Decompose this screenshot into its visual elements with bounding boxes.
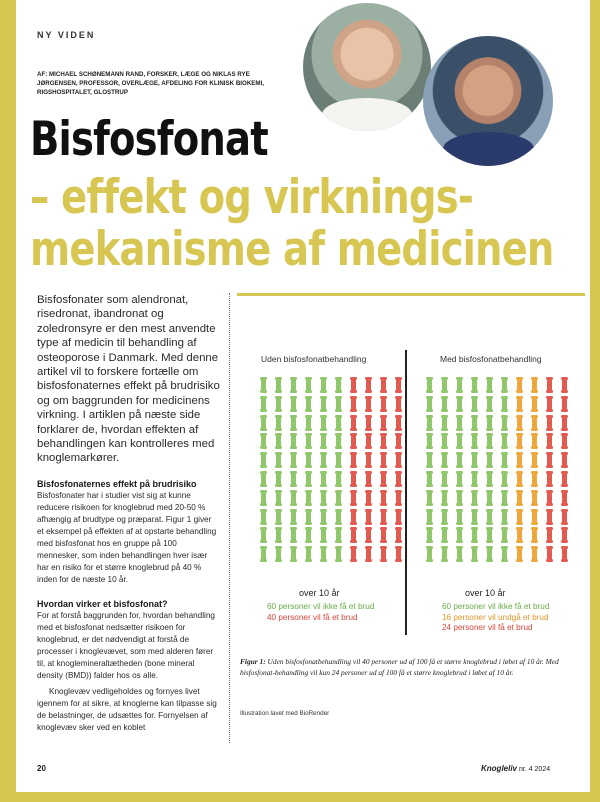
bone-icon-orange: [532, 528, 537, 542]
bone-icon-red: [562, 491, 567, 505]
section-text-mechanism-cont: Knoglevæv vedligeholdes og fornyes livet igennem for at sikre, at knoglerne kan tilpasse sig de belastninger, de udsættes for. Fornyelsen af knoglevæv sker ved en koblet: [37, 686, 217, 732]
bone-icon-green: [487, 416, 492, 430]
legend-with: [442, 602, 549, 634]
bone-icon-orange: [517, 416, 522, 430]
bone-icon-green: [261, 434, 266, 448]
bone-icon-red: [396, 416, 401, 430]
bone-icon-green: [276, 547, 281, 561]
left-accent-border: [0, 0, 16, 802]
bone-icon-green: [306, 434, 311, 448]
bone-icon-green: [502, 547, 507, 561]
bone-icon-green: [472, 528, 477, 542]
bone-icon-green: [336, 434, 341, 448]
bone-icon-green: [336, 453, 341, 467]
bone-icon-green: [321, 434, 326, 448]
bone-icon-green: [336, 491, 341, 505]
bone-icon-green: [457, 453, 462, 467]
bone-icon-green: [487, 434, 492, 448]
bone-icon-red: [351, 416, 356, 430]
bone-icon-green: [502, 510, 507, 524]
bone-icon-red: [547, 434, 552, 448]
bone-icon-red: [547, 510, 552, 524]
bone-icon-red: [562, 434, 567, 448]
bone-icon-green: [291, 472, 296, 486]
bone-icon-green: [472, 397, 477, 411]
bone-icon-green: [291, 453, 296, 467]
bone-icon-red: [547, 472, 552, 486]
intro-paragraph: Bisfosfonater som alendronat, risedronat, ibandronat og zoledronsyre er den mest anvendte type af medicin til behandling af osteoporose i Danmark. Med denne artikel vil to forskere fortælle om bisfosfonaternes effekt på brudrisiko og om baggrunden for medicinens virkning. I artiklen på næste side forklarer de, hvordan effekten af behandlingen kan kontrolleres med knoglemarkører.: [37, 294, 220, 465]
bone-icon-orange: [517, 472, 522, 486]
bone-icon-green: [457, 378, 462, 392]
bone-icon-green: [487, 472, 492, 486]
bone-icon-green: [472, 378, 477, 392]
bone-icon-green: [321, 491, 326, 505]
bone-icon-green: [261, 453, 266, 467]
bone-icon-green: [457, 528, 462, 542]
magazine-issue: nr. 4 2024: [518, 766, 551, 773]
bone-icon-red: [396, 491, 401, 505]
bone-icon-orange: [532, 472, 537, 486]
bone-icon-orange: [517, 547, 522, 561]
bone-icon-orange: [532, 510, 537, 524]
bone-icon-green: [321, 472, 326, 486]
section-text-mechanism: For at forstå baggrunden for, hvordan behandling med et bisfosfonat nedsætter risikoen for knoglebrud, er det nødvendigt at forstå de processer i knoglevævet, som med alderen fører til, at knoglemineraltætheden (bone mineral density (BMD)) falder hos os alle.: [37, 610, 215, 680]
bone-icon-green: [427, 528, 432, 542]
bone-icon-orange: [532, 378, 537, 392]
bone-icon-orange: [532, 547, 537, 561]
bone-icon-red: [562, 416, 567, 430]
bone-icon-green: [306, 491, 311, 505]
bone-icon-green: [291, 528, 296, 542]
bone-icon-green: [502, 434, 507, 448]
bone-icon-orange: [532, 491, 537, 505]
bone-icon-green: [306, 472, 311, 486]
bone-icon-green: [472, 453, 477, 467]
bone-icon-green: [276, 416, 281, 430]
period-label-with: over 10 år: [465, 588, 506, 598]
bone-icon-green: [306, 510, 311, 524]
bone-icon-green: [427, 510, 432, 524]
bone-icon-green: [457, 416, 462, 430]
bone-icon-red: [366, 510, 371, 524]
bone-icon-orange: [532, 434, 537, 448]
panel-title-without: Uden bisfosfonatbehandling: [261, 354, 367, 364]
bone-icon-red: [396, 397, 401, 411]
bone-icon-red: [381, 453, 386, 467]
bone-icon-red: [366, 547, 371, 561]
bone-icon-green: [261, 378, 266, 392]
bone-icon-green: [276, 491, 281, 505]
bone-icon-green: [306, 453, 311, 467]
bone-icon-green: [261, 416, 266, 430]
bone-icon-green: [427, 416, 432, 430]
bone-icon-green: [306, 547, 311, 561]
bone-icon-red: [381, 547, 386, 561]
section-label: NY VIDEN: [37, 30, 96, 40]
bone-icon-green: [261, 547, 266, 561]
bone-icon-green: [487, 453, 492, 467]
bone-icon-red: [562, 472, 567, 486]
bone-icon-red: [396, 528, 401, 542]
bone-icon-green: [291, 491, 296, 505]
bone-icon-green: [291, 547, 296, 561]
bone-icon-red: [396, 472, 401, 486]
bone-icon-red: [351, 434, 356, 448]
bone-icon-green: [321, 453, 326, 467]
bone-icon-green: [457, 547, 462, 561]
bone-icon-green: [306, 378, 311, 392]
bone-icon-green: [442, 472, 447, 486]
bone-icon-green: [502, 491, 507, 505]
bone-icon-green: [487, 491, 492, 505]
bone-icon-green: [487, 528, 492, 542]
bone-icon-green: [427, 434, 432, 448]
bone-icon-red: [562, 510, 567, 524]
bone-icon-green: [336, 472, 341, 486]
bone-icon-green: [276, 453, 281, 467]
bone-icon-green: [427, 453, 432, 467]
bone-icon-green: [442, 547, 447, 561]
bone-icon-green: [502, 397, 507, 411]
bone-icon-red: [381, 510, 386, 524]
bone-icon-red: [396, 453, 401, 467]
bone-icon-green: [487, 397, 492, 411]
caption-text: Uden bisfosfonatbehandling vil 40 personer ud af 100 få et større knoglebrud i løbet af 10 år. Med bisfosfonat-behandling vil kun 24 personer ud af 100 få et større knoglebrud i løbet af 10 år.: [240, 657, 559, 677]
magazine-name: Knogleliv: [481, 764, 518, 773]
bone-icon-red: [381, 472, 386, 486]
figure-panel-divider: [405, 350, 407, 635]
article-title: Bisfosfonat: [30, 112, 268, 167]
bone-icon-green: [321, 547, 326, 561]
illustration-credit: Illustration lavet med BioRender: [240, 710, 330, 717]
bone-icon-green: [336, 378, 341, 392]
bone-grid-with: [423, 376, 570, 564]
legend-no-fracture: 60 personer vil ikke få et brud: [267, 602, 375, 611]
bone-icon-green: [261, 397, 266, 411]
bone-icon-green: [336, 397, 341, 411]
bone-icon-green: [276, 434, 281, 448]
bone-icon-red: [396, 547, 401, 561]
bone-icon-green: [427, 378, 432, 392]
article-text-column: [37, 293, 220, 734]
bone-icon-red: [562, 547, 567, 561]
bone-icon-green: [442, 434, 447, 448]
bone-icon-green: [502, 472, 507, 486]
bone-icon-green: [427, 472, 432, 486]
bone-icon-red: [381, 528, 386, 542]
bone-icon-red: [366, 491, 371, 505]
bone-icon-green: [276, 397, 281, 411]
bone-icon-green: [321, 397, 326, 411]
bone-icon-green: [321, 528, 326, 542]
bone-icon-green: [442, 491, 447, 505]
figure-caption: [240, 656, 570, 678]
bone-icon-orange: [532, 453, 537, 467]
legend-avoided-fracture: 16 personer vil undgå et brud: [442, 612, 549, 622]
bone-icon-red: [366, 378, 371, 392]
bone-icon-green: [336, 547, 341, 561]
bone-icon-red: [547, 378, 552, 392]
author-byline: AF: MICHAEL SCHØNEMANN RAND, FORSKER, LÆGE OG NIKLAS RYE JØRGENSEN, PROFESSOR, OVERLÆGE, AFDELING FOR KLINISK BIOKEMI, RIGSHOSPITALET, GLOSTRUP: [37, 71, 265, 96]
bone-icon-green: [472, 416, 477, 430]
bone-icon-red: [396, 510, 401, 524]
bottom-accent-border: [0, 792, 600, 802]
bone-icon-red: [351, 453, 356, 467]
bone-icon-green: [502, 416, 507, 430]
bone-icon-red: [547, 453, 552, 467]
bone-icon-red: [547, 416, 552, 430]
bone-icon-green: [276, 510, 281, 524]
bone-icon-orange: [517, 510, 522, 524]
bone-icon-red: [351, 528, 356, 542]
bone-icon-orange: [517, 434, 522, 448]
bone-icon-red: [366, 434, 371, 448]
column-divider: [229, 293, 230, 743]
bone-icon-green: [502, 528, 507, 542]
bone-icon-green: [442, 453, 447, 467]
bone-icon-green: [336, 510, 341, 524]
bone-icon-green: [261, 491, 266, 505]
bone-icon-green: [291, 416, 296, 430]
bone-icon-green: [457, 510, 462, 524]
bone-icon-green: [306, 528, 311, 542]
bone-icon-red: [351, 378, 356, 392]
bone-icon-orange: [532, 397, 537, 411]
bone-icon-green: [442, 528, 447, 542]
bone-icon-red: [351, 547, 356, 561]
panel-title-with: Med bisfosfonatbehandling: [440, 354, 542, 364]
bone-icon-green: [502, 378, 507, 392]
bone-icon-green: [291, 378, 296, 392]
author-photo-1: [303, 3, 431, 131]
bone-icon-green: [336, 528, 341, 542]
bone-icon-green: [472, 434, 477, 448]
bone-icon-green: [472, 491, 477, 505]
bone-icon-green: [442, 416, 447, 430]
bone-icon-red: [381, 416, 386, 430]
bone-icon-green: [457, 397, 462, 411]
bone-icon-red: [366, 528, 371, 542]
legend-fracture: 24 personer vil få et brud: [442, 623, 533, 632]
article-subtitle-line2: mekanisme af medicinen: [30, 222, 554, 277]
bone-icon-red: [381, 491, 386, 505]
bone-icon-green: [276, 472, 281, 486]
bone-icon-green: [291, 397, 296, 411]
bone-icon-red: [396, 378, 401, 392]
legend-fracture: 40 personer vil få et brud: [267, 612, 358, 622]
period-label-without: over 10 år: [299, 588, 340, 598]
section-text-effect: Bisfosfonater har i studier vist sig at kunne reducere risikoen for knoglebrud med 20-50 % afhængig af brudtype og præparat. Figur 1 giver et eksempel på effekten af at opstarte behandling med bisfosfonat hos en gruppe på 100 mennesker, som inden behandlingen hver især har en risiko for et større knoglebrud på 40 % inden for de næste 10 år.: [37, 490, 217, 584]
section-heading-effect: Bisfosfonaternes effekt på brudrisiko: [37, 478, 197, 489]
bone-icon-green: [442, 510, 447, 524]
figure-top-rule: [237, 293, 585, 296]
bone-icon-red: [381, 378, 386, 392]
legend-without: [267, 602, 374, 623]
page-number: 20: [37, 764, 46, 773]
bone-icon-red: [351, 472, 356, 486]
author-photo-2: [423, 36, 553, 166]
bone-icon-green: [291, 434, 296, 448]
bone-icon-red: [396, 434, 401, 448]
bone-icon-green: [457, 491, 462, 505]
bone-icon-green: [457, 434, 462, 448]
bone-icon-orange: [517, 397, 522, 411]
bone-icon-red: [562, 453, 567, 467]
bone-icon-green: [427, 491, 432, 505]
bone-icon-red: [562, 397, 567, 411]
bone-icon-green: [427, 547, 432, 561]
bone-icon-green: [457, 472, 462, 486]
right-accent-border: [590, 0, 600, 802]
bone-icon-green: [442, 378, 447, 392]
caption-label: Figur 1:: [240, 657, 266, 666]
bone-icon-green: [276, 378, 281, 392]
bone-icon-green: [321, 510, 326, 524]
bone-icon-green: [276, 528, 281, 542]
bone-icon-green: [261, 472, 266, 486]
magazine-footer: [481, 764, 550, 773]
bone-icon-green: [472, 472, 477, 486]
bone-icon-green: [321, 416, 326, 430]
bone-icon-green: [291, 510, 296, 524]
bone-icon-green: [321, 378, 326, 392]
bone-icon-red: [547, 528, 552, 542]
bone-icon-orange: [517, 378, 522, 392]
figure-1: [237, 340, 589, 640]
bone-icon-green: [261, 528, 266, 542]
bone-icon-green: [261, 510, 266, 524]
bone-icon-green: [487, 547, 492, 561]
bone-icon-red: [366, 453, 371, 467]
bone-icon-red: [366, 416, 371, 430]
section-heading-mechanism: Hvordan virker et bisfosfonat?: [37, 598, 168, 609]
bone-icon-red: [381, 397, 386, 411]
bone-icon-green: [472, 547, 477, 561]
article-subtitle-line1: – effekt og virknings-: [30, 170, 473, 225]
bone-icon-red: [366, 397, 371, 411]
bone-icon-red: [547, 547, 552, 561]
bone-icon-red: [351, 491, 356, 505]
bone-icon-orange: [517, 528, 522, 542]
bone-icon-red: [351, 510, 356, 524]
bone-icon-red: [547, 491, 552, 505]
bone-icon-green: [427, 397, 432, 411]
bone-icon-orange: [532, 416, 537, 430]
bone-icon-orange: [517, 453, 522, 467]
bone-icon-green: [487, 378, 492, 392]
bone-icon-green: [306, 397, 311, 411]
bone-icon-green: [442, 397, 447, 411]
bone-grid-without: [257, 376, 404, 564]
bone-icon-green: [502, 453, 507, 467]
bone-icon-red: [351, 397, 356, 411]
bone-icon-red: [547, 397, 552, 411]
bone-icon-red: [366, 472, 371, 486]
bone-icon-green: [487, 510, 492, 524]
bone-icon-red: [381, 434, 386, 448]
bone-icon-red: [562, 378, 567, 392]
bone-icon-orange: [517, 491, 522, 505]
bone-icon-green: [306, 416, 311, 430]
bone-icon-green: [472, 510, 477, 524]
bone-icon-red: [562, 528, 567, 542]
legend-no-fracture: 60 personer vil ikke få et brud: [442, 602, 550, 611]
bone-icon-green: [336, 416, 341, 430]
